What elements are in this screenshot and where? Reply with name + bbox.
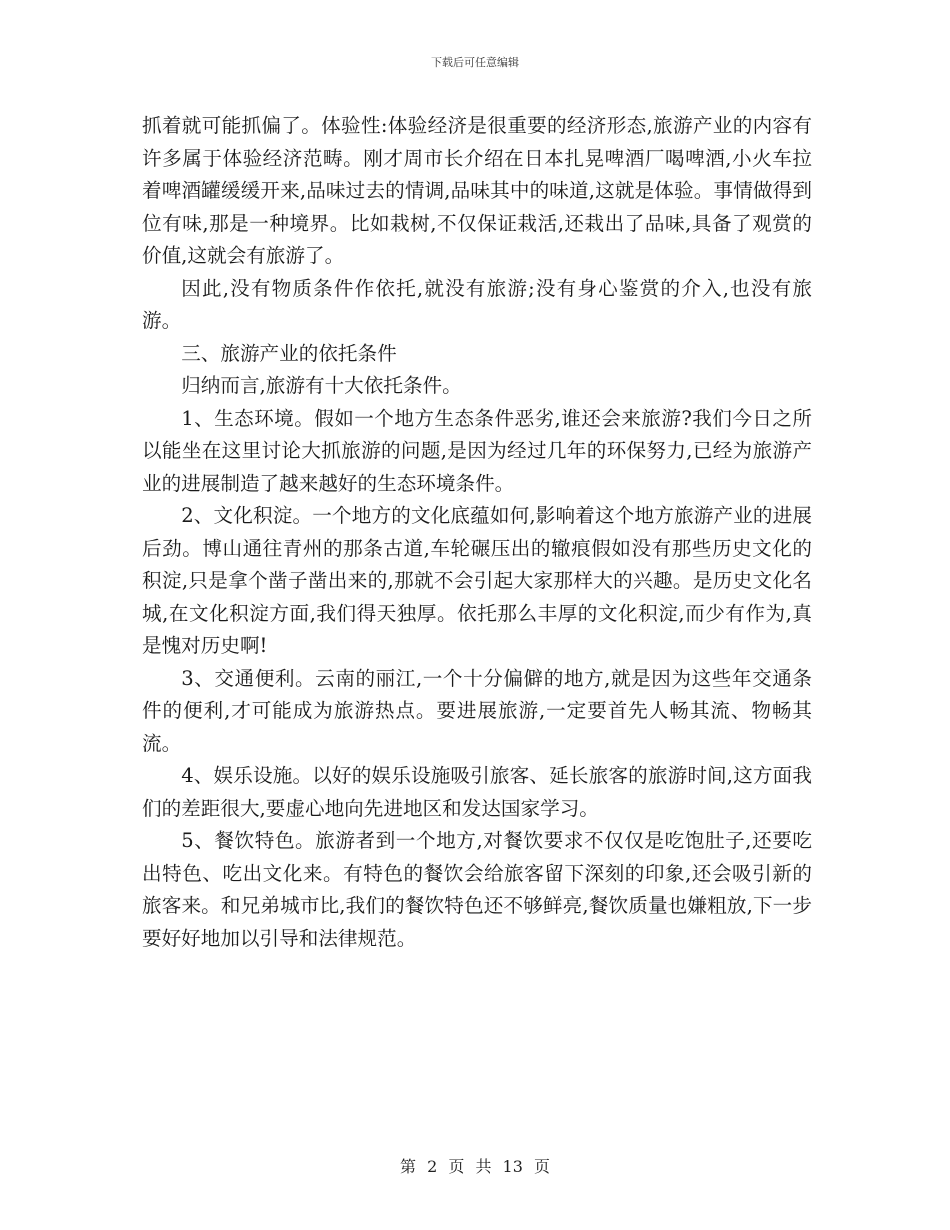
document-body <box>142 110 812 955</box>
text-line: 三、旅游产业的依托条件 <box>181 341 397 365</box>
text-line: 么丰厚的文化积淀,而少有作为,真是愧对历史啊! <box>142 601 812 657</box>
text-line: 交通条件的便利,才可能成为旅游热点。要进展旅游,一定要首先人畅 <box>142 666 813 722</box>
text-line: 抓着就可能抓偏了。体验性:体验经济是很重要的经济形态,旅游产业 <box>142 114 733 137</box>
paragraph <box>142 825 812 955</box>
text-line: 5、餐饮特色。旅游者到一个地方,对餐饮要求不仅仅是吃饱肚子, <box>181 829 752 852</box>
paragraph <box>142 663 812 761</box>
text-line: 栽活,还栽出了品味,具备了观赏的价值,这就会有旅游了。 <box>142 211 812 267</box>
text-line: 已经为旅游产业的进展制造了越来越好的生态环境条件。 <box>142 439 812 495</box>
text-line: 大的兴趣。是历史文化名城,在文化积淀方面,我们得天独厚。依托那 <box>142 569 812 625</box>
text-line: 这就是体验。事情做得到位有味,那是一种境界。比如栽树,不仅保证 <box>142 179 812 235</box>
text-line: 还要吃出特色、吃出文化来。有特色的餐饮会给旅客留下深刻的印象, <box>142 829 813 885</box>
text-line: 3、交通便利。云南的丽江,一个十分偏僻的地方,就是因为这些年 <box>181 666 753 690</box>
paragraph <box>142 370 812 403</box>
text-line: 饮质量也嫌粗放,下一步要好好地加以引导和法律规范。 <box>142 894 812 950</box>
paragraph <box>142 273 812 338</box>
paragraph <box>142 403 812 501</box>
text-line: 日之所以能坐在这里讨论大抓旅游的问题,是因为经过几年的环保努力, <box>142 406 813 462</box>
page-header: 下载后可任意编辑 <box>431 56 519 69</box>
text-line: 那些历史文化的积淀,只是拿个凿子凿出来的,那就不会引起大家那样 <box>142 536 812 592</box>
paragraph <box>142 110 812 273</box>
text-line: 归纳而言,旅游有十大依托条件。 <box>181 374 462 397</box>
text-line: 这方面我们的差距很大,要虚心地向先进地区和发达国家学习。 <box>142 764 812 820</box>
text-line: 4、娱乐设施。以好的娱乐设施吸引旅客、延长旅客的旅游时间, <box>181 764 734 787</box>
text-line: 其流、物畅其流。 <box>142 699 813 755</box>
text-line: 喝啤酒,小火车拉着啤酒罐缓缓开来,品味过去的情调,品味其中的味道, <box>142 146 812 202</box>
paragraph <box>142 500 812 663</box>
text-line: 业的进展后劲。博山通往青州的那条古道,车轮碾压出的辙痕假如没有 <box>142 504 813 560</box>
text-line: 1、生态环境。假如一个地方生态条件恶劣,谁还会来旅游?我们今 <box>181 406 753 430</box>
text-line: 2、文化积淀。一个地方的文化底蕴如何,影响着这个地方旅游产 <box>181 504 734 527</box>
paragraph <box>142 760 812 825</box>
text-line: 的内容有许多属于体验经济范畴。刚才周市长介绍在日本扎晃啤酒厂 <box>142 114 812 170</box>
text-line: 因此,没有物质条件作依托,就没有旅游;没有身心鉴赏的介入,也 <box>181 276 751 300</box>
paragraph <box>142 338 812 371</box>
page-number: 第 2 页 共 13 页 <box>400 1157 550 1176</box>
text-line: 还会吸引新的旅客来。和兄弟城市比,我们的餐饮特色还不够鲜亮,餐 <box>142 861 812 917</box>
text-line: 没有旅游。 <box>142 276 813 332</box>
